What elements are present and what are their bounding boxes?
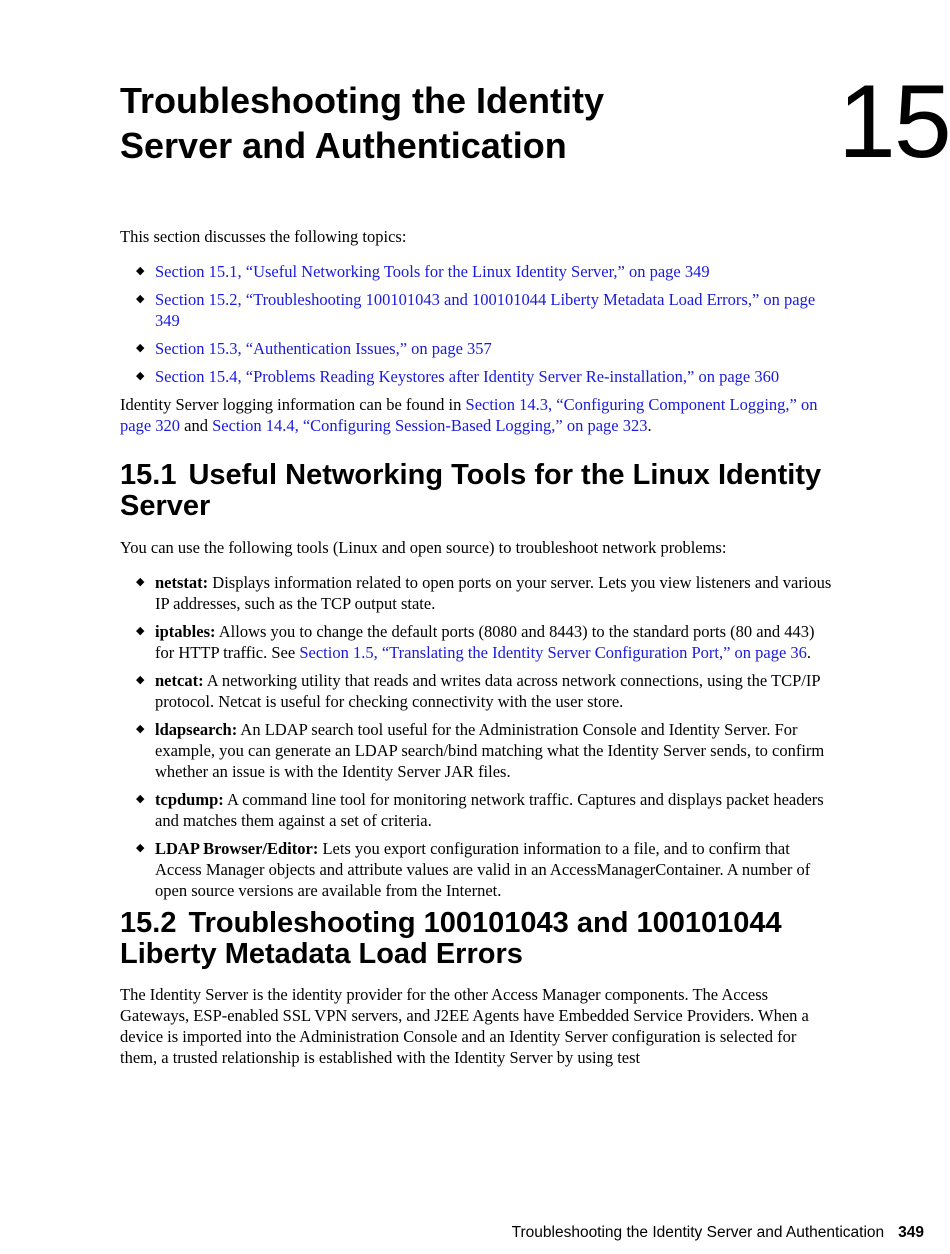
bullet-icon: ◆ [136, 576, 145, 588]
tool-term: tcpdump: [155, 790, 224, 809]
tool-term: netstat: [155, 573, 209, 592]
topic-link-15-1[interactable]: Section 15.1, “Useful Networking Tools for the Linux Identity Server,” on page 349 [155, 262, 710, 281]
topic-link-15-2[interactable]: Section 15.2, “Troubleshooting 100101043 and 100101044 Liberty Metadata Load Errors,” on page 349 [155, 290, 816, 330]
list-item [120, 621, 832, 663]
tools-list [120, 572, 832, 901]
bullet-icon: ◆ [136, 370, 145, 382]
section-title: Useful Networking Tools for the Linux Identity Server [120, 459, 822, 522]
list-item [120, 670, 832, 712]
page-content [120, 226, 832, 1068]
tool-term: netcat: [155, 671, 204, 690]
topics-list [120, 261, 832, 387]
tool-description: Allows you to change the default ports (8080 and 8443) to the standard ports (80 and 443) for HTTP traffic. See [155, 622, 815, 662]
topic-link-15-4[interactable]: Section 15.4, “Problems Reading Keystores after Identity Server Re-installation,” on page 360 [155, 367, 780, 386]
tool-description: Displays information related to open ports on your server. Lets you view listeners and various IP addresses, such as the TCP output state. [155, 573, 832, 613]
logging-middle: and [180, 416, 213, 435]
bullet-icon: ◆ [136, 793, 145, 805]
tool-description: An LDAP search tool useful for the Administration Console and Identity Server. For example, you can generate an LDAP search/bind matching what the Identity Server sends, to confirm whether an issue is with the Identity Server JAR files. [155, 720, 825, 781]
bullet-icon: ◆ [136, 342, 145, 354]
section-title: Troubleshooting 100101043 and 100101044 Liberty Metadata Load Errors [120, 907, 782, 970]
section-heading-15-2 [120, 908, 832, 970]
list-item [120, 719, 832, 782]
tool-term: ldapsearch: [155, 720, 238, 739]
tool-description: Lets you export configuration information to a file, and to confirm that Access Manager objects and attribute values are valid in an AccessManagerContainer. A number of open source versions are available from the Internet. [155, 839, 811, 900]
chapter-number: 15 [838, 64, 950, 180]
bullet-icon: ◆ [136, 293, 145, 305]
topic-link-15-3[interactable]: Section 15.3, “Authentication Issues,” on page 357 [155, 339, 492, 358]
footer-title: Troubleshooting the Identity Server and Authentication [511, 1224, 885, 1241]
section-1-intro: You can use the following tools (Linux and open source) to troubleshoot network problems: [120, 538, 727, 557]
chapter-title-line-1: Troubleshooting the Identity [120, 80, 604, 121]
tool-description: A command line tool for monitoring network traffic. Captures and displays packet headers and matches them against a set of criteria. [155, 790, 824, 830]
chapter-title-line-2: Server and Authentication [120, 125, 567, 166]
logging-link-component[interactable]: Section 14.3, “Configuring Component Logging,” on page 320 [120, 395, 818, 435]
list-item [120, 838, 832, 901]
section-2-body: The Identity Server is the identity provider for the other Access Manager components. The Access Gateways, ESP-enabled SSL VPN servers, and J2EE Agents have Embedded Service Providers. When a device is imported into the Administration Console and an Identity Server configuration is selected for them, a trusted relationship is established with the Identity Server by using test [120, 985, 809, 1067]
list-item [120, 261, 832, 282]
chapter-title [120, 78, 760, 168]
bullet-icon: ◆ [136, 625, 145, 637]
list-item [120, 338, 832, 359]
tool-description-end: . [806, 643, 812, 662]
bullet-icon: ◆ [136, 723, 145, 735]
bullet-icon: ◆ [136, 842, 145, 854]
intro-text: This section discusses the following topics: [120, 227, 407, 246]
translating-port-link[interactable]: Section 1.5, “Translating the Identity Server Configuration Port,” on page 36 [299, 643, 807, 662]
logging-prefix: Identity Server logging information can be found in [120, 395, 466, 414]
section-heading-15-1 [120, 460, 832, 522]
logging-link-session[interactable]: Section 14.4, “Configuring Session-Based Logging,” on page 323 [212, 416, 648, 435]
page-number: 349 [898, 1224, 924, 1241]
list-item [120, 572, 832, 614]
tool-term: iptables: [155, 622, 216, 641]
tool-description: A networking utility that reads and writes data across network connections, using the TCP/IP protocol. Netcat is useful for checking connectivity with the user store. [155, 671, 820, 711]
section-number: 15.1 [120, 459, 177, 491]
tool-term: LDAP Browser/Editor: [155, 839, 319, 858]
bullet-icon: ◆ [136, 674, 145, 686]
bullet-icon: ◆ [136, 265, 145, 277]
list-item [120, 789, 832, 831]
list-item [120, 289, 832, 331]
list-item [120, 366, 832, 387]
page-footer [512, 1223, 924, 1243]
logging-suffix: . [647, 416, 652, 435]
logging-paragraph [120, 394, 832, 436]
section-number: 15.2 [120, 907, 177, 939]
